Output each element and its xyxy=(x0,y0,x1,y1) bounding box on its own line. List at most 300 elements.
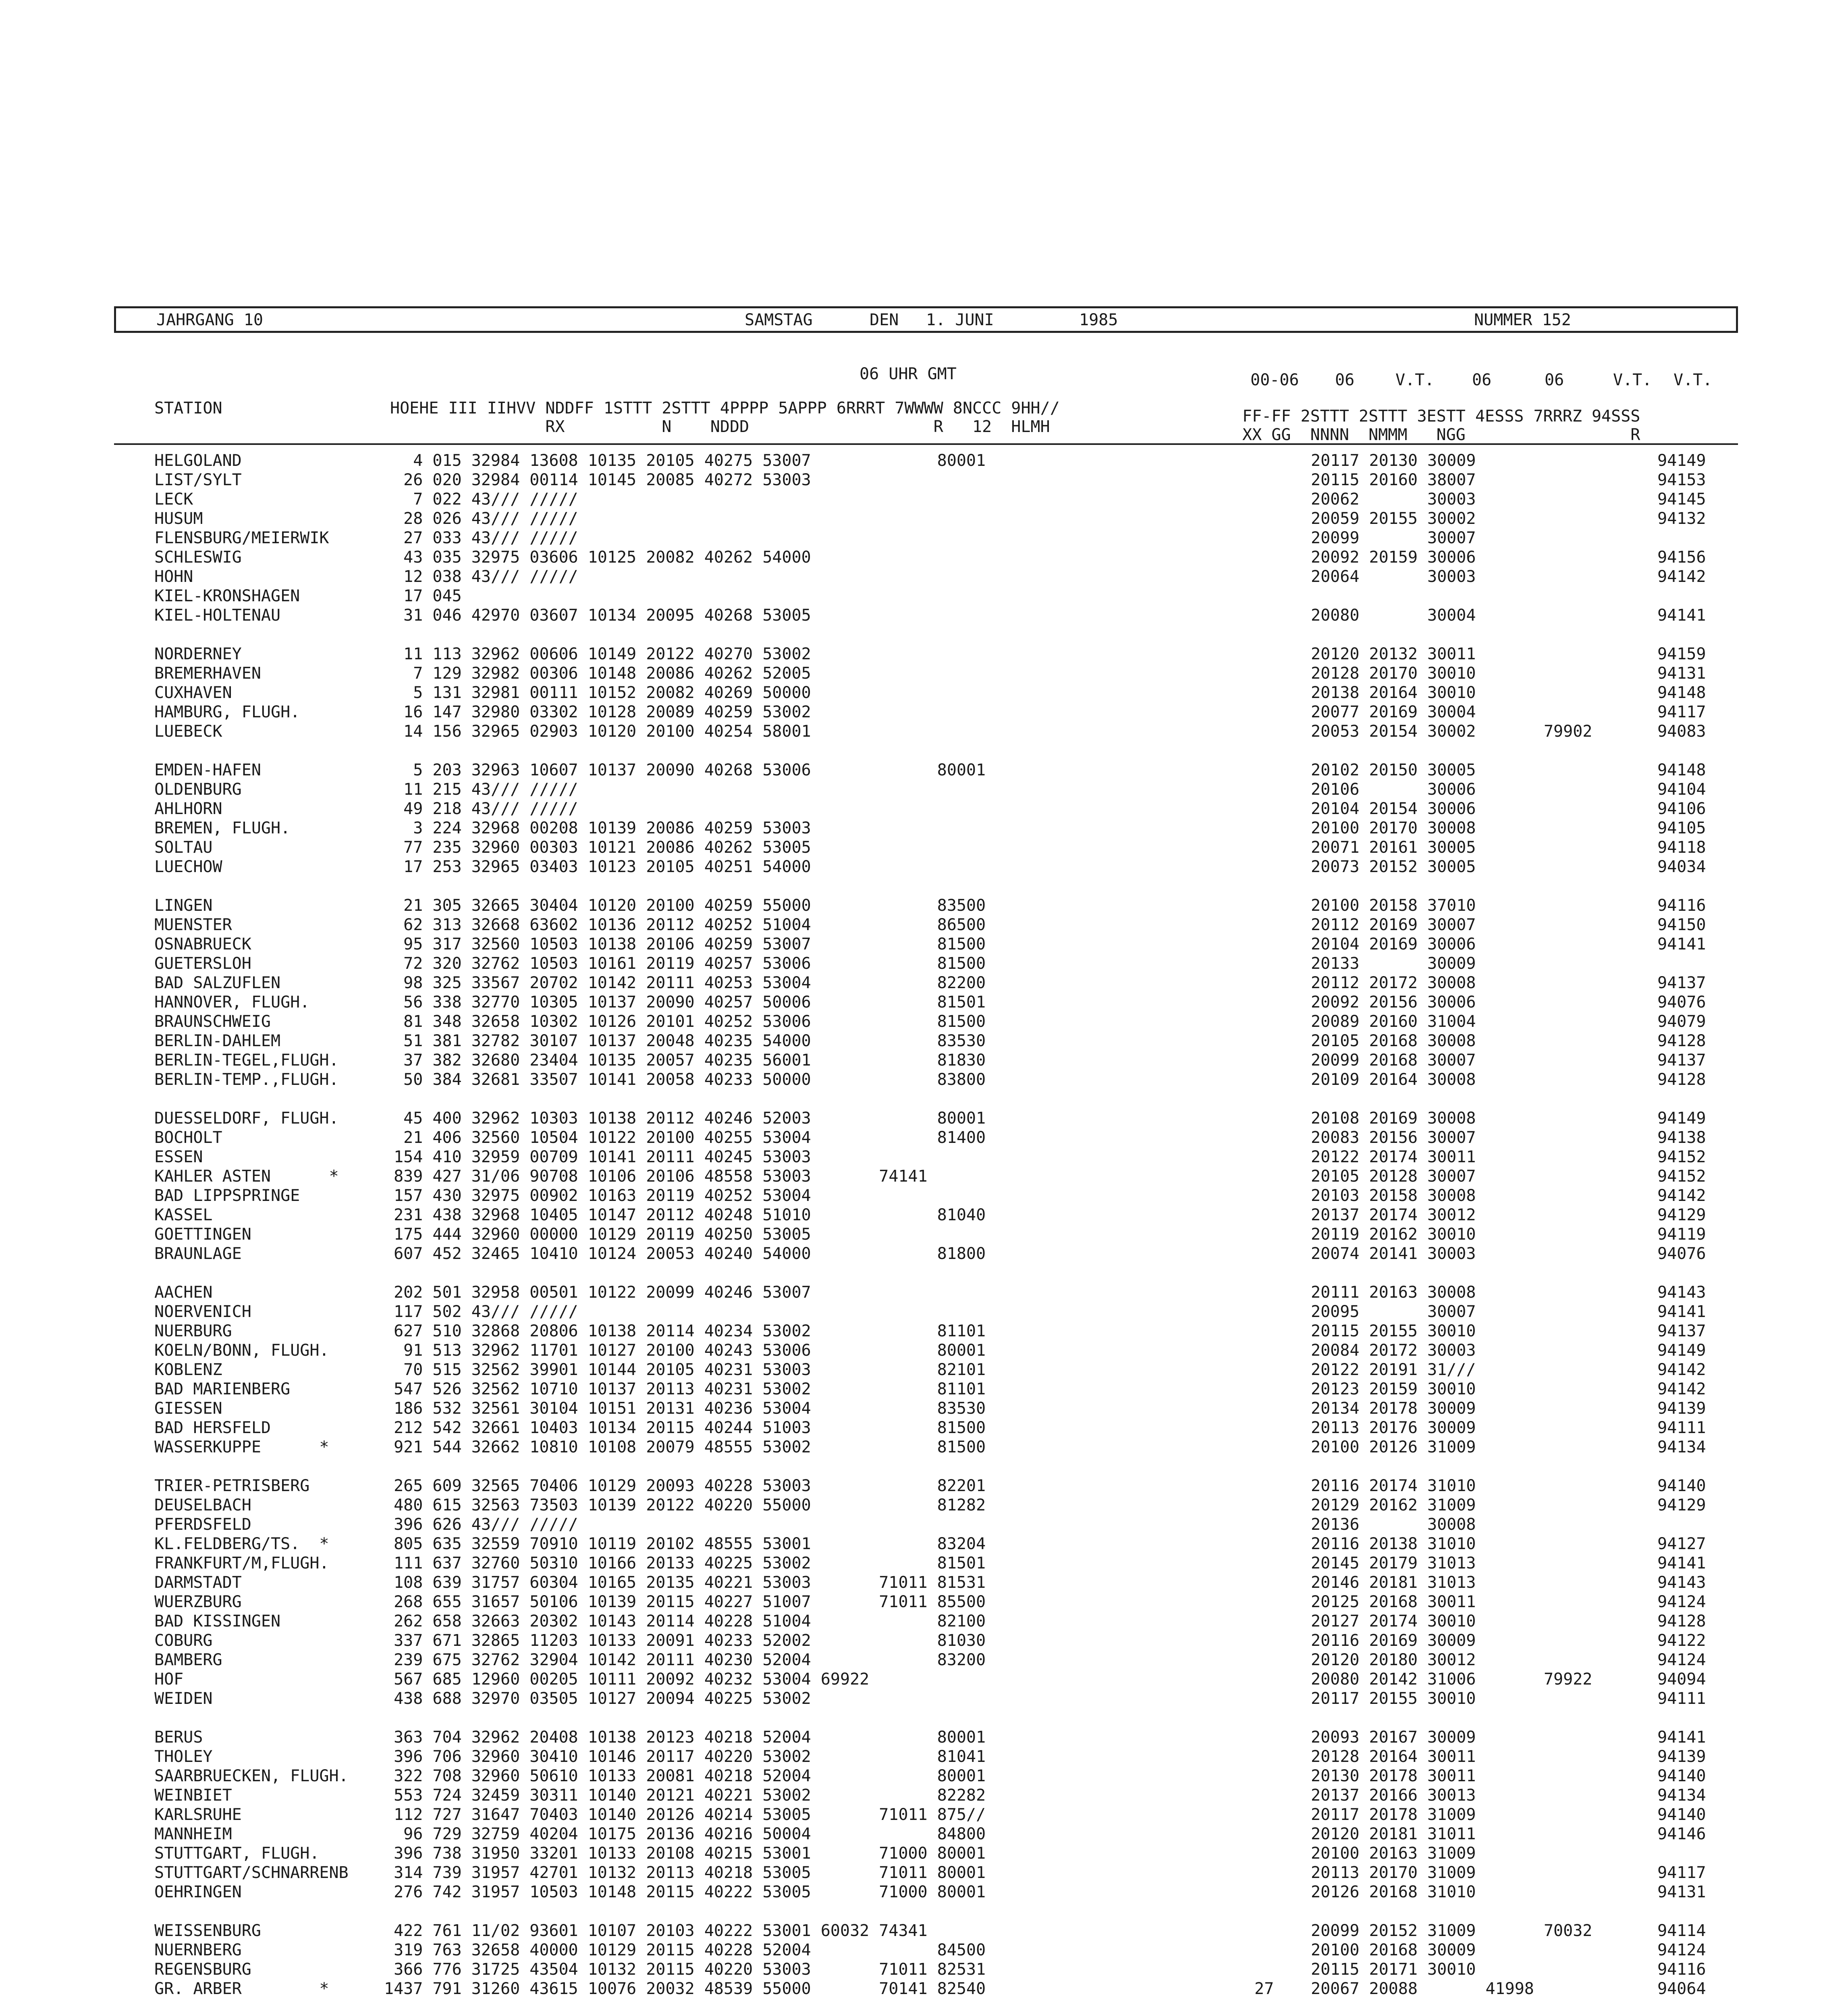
station-name: LUEBECK xyxy=(154,722,222,741)
right-observation: 20080 30004 xyxy=(1311,606,1476,625)
main-observation: 95 317 32560 10503 10138 20106 40259 53007 81500 xyxy=(384,935,986,953)
main-observation: 56 338 32770 10305 10137 20090 40257 50006 81501 xyxy=(384,993,986,1012)
synop-code: 94131 xyxy=(1657,664,1706,683)
main-observation: 98 325 33567 20702 10142 20111 40253 53004 82200 xyxy=(384,974,986,992)
synop-code: 94141 xyxy=(1657,1302,1706,1321)
station-name: SAARBRUECKEN, FLUGH. xyxy=(154,1767,349,1785)
right-observation: 20115 20171 30010 xyxy=(1311,1960,1476,1979)
main-observation: 21 305 32665 30404 10120 20100 40259 55000 83500 xyxy=(384,896,986,915)
weekday-label: SAMSTAG xyxy=(745,311,813,329)
station-name: TRIER-PETRISBERG xyxy=(154,1477,310,1495)
station-name: BREMERHAVEN xyxy=(154,664,261,683)
main-observation: 422 761 11/02 93601 10107 20103 40222 53001 60032 74341 xyxy=(384,1922,928,1940)
main-observation: 28 026 43/// ///// xyxy=(384,509,578,528)
station-name: KARLSRUHE xyxy=(154,1805,242,1824)
right-observation: 20104 20169 30006 xyxy=(1311,935,1476,953)
synop-code: 94159 xyxy=(1657,645,1706,663)
right-observation: 20093 20167 30009 xyxy=(1311,1728,1476,1747)
right-observation: 20128 20170 30010 xyxy=(1311,664,1476,683)
synop-code: 94124 xyxy=(1657,1593,1706,1611)
station-name: BAD SALZUFLEN xyxy=(154,974,281,992)
main-observation: 239 675 32762 32904 10142 20111 40230 52004 83200 xyxy=(384,1651,986,1669)
station-name: OLDENBURG xyxy=(154,780,242,799)
right-observation: 20077 20169 30004 xyxy=(1311,703,1476,721)
synop-code: 94142 xyxy=(1657,567,1706,586)
station-name: LUECHOW xyxy=(154,858,222,876)
synop-code: 94128 xyxy=(1657,1612,1706,1631)
main-observation: 186 532 32561 30104 10151 20131 40236 53004 83530 xyxy=(384,1399,986,1418)
main-observation: 50 384 32681 33507 10141 20058 40233 50000 83800 xyxy=(384,1070,986,1089)
right-observation: 20053 20154 30002 79902 xyxy=(1311,722,1593,741)
main-observation: 12 038 43/// ///// xyxy=(384,567,578,586)
main-observation: 212 542 32661 10403 10134 20115 40244 51003 81500 xyxy=(384,1419,986,1437)
right-observation: 20104 20154 30006 xyxy=(1311,800,1476,818)
main-observation: 11 215 43/// ///// xyxy=(384,780,578,799)
station-name: CUXHAVEN xyxy=(154,683,232,702)
synop-code: 94152 xyxy=(1657,1148,1706,1166)
den-label: DEN xyxy=(870,311,899,329)
synop-code: 94134 xyxy=(1657,1438,1706,1456)
right-observation: 20100 20168 30009 xyxy=(1311,1941,1476,1959)
right-observation: 20113 20170 31009 xyxy=(1311,1863,1476,1882)
right-observation: 20138 20164 30010 xyxy=(1311,683,1476,702)
synop-code: 94129 xyxy=(1657,1496,1706,1514)
station-name: BERUS xyxy=(154,1728,203,1747)
synop-code: 94141 xyxy=(1657,935,1706,953)
station-name: NOERVENICH xyxy=(154,1302,251,1321)
station-name: WEINBIET xyxy=(154,1786,232,1805)
synop-code: 94139 xyxy=(1657,1399,1706,1418)
station-name: THOLEY xyxy=(154,1747,213,1766)
right-observation: 20116 20174 31010 xyxy=(1311,1477,1476,1495)
main-observation: 553 724 32459 30311 10140 20121 40221 53002 82282 xyxy=(384,1786,986,1805)
right-observation: 20062 30003 xyxy=(1311,490,1476,509)
synop-code: 94034 xyxy=(1657,858,1706,876)
station-name: KL.FELDBERG/TS. * xyxy=(154,1535,329,1553)
station-name: BAD MARIENBERG xyxy=(154,1380,291,1398)
station-name: KOBLENZ xyxy=(154,1361,222,1379)
station-name: LINGEN xyxy=(154,896,213,915)
station-name: WUERZBURG xyxy=(154,1593,242,1611)
right-codes-line-1: FF-FF 2STTT 2STTT 3ESTT 4ESSS 7RRRZ 94SSS xyxy=(1242,407,1640,426)
right-observation: 20146 20181 31013 xyxy=(1311,1573,1476,1592)
main-observation: 3 224 32968 00208 10139 20086 40259 53003 xyxy=(384,819,811,837)
time-left-heading: 06 UHR GMT xyxy=(860,365,957,383)
synop-code: 94145 xyxy=(1657,490,1706,509)
station-name: NORDERNEY xyxy=(154,645,242,663)
right-observation: 20116 20169 30009 xyxy=(1311,1631,1476,1650)
main-observation: 157 430 32975 00902 10163 20119 40252 53004 xyxy=(384,1186,811,1205)
right-observation: 20134 20178 30009 xyxy=(1311,1399,1476,1418)
right-observation: 20109 20164 30008 xyxy=(1311,1070,1476,1089)
station-name: HOHN xyxy=(154,567,193,586)
synop-code: 94141 xyxy=(1657,1554,1706,1573)
right-observation: 20071 20161 30005 xyxy=(1311,838,1476,857)
main-observation: 265 609 32565 70406 10129 20093 40228 53003 82201 xyxy=(384,1477,986,1495)
right-observation: 20084 20172 30003 xyxy=(1311,1341,1476,1360)
main-observation: 17 045 xyxy=(384,587,462,605)
main-observation: 16 147 32980 03302 10128 20089 40259 53002 xyxy=(384,703,811,721)
time-right-heading-3: V.T. xyxy=(1395,371,1435,389)
station-name: BERLIN-TEGEL,FLUGH. xyxy=(154,1051,339,1070)
right-observation: 20125 20168 30011 xyxy=(1311,1593,1476,1611)
main-observation: 77 235 32960 00303 10121 20086 40262 53005 xyxy=(384,838,811,857)
main-observation: 839 427 31/06 90708 10106 20106 48558 53003 74141 xyxy=(384,1167,928,1186)
main-observation: 231 438 32968 10405 10147 20112 40248 51010 81040 xyxy=(384,1206,986,1224)
synop-code: 94111 xyxy=(1657,1419,1706,1437)
right-observation: 20117 20178 31009 xyxy=(1311,1805,1476,1824)
date-label: 1. JUNI xyxy=(926,311,994,329)
main-observation: 70 515 32562 39901 10144 20105 40231 53003 82101 xyxy=(384,1361,986,1379)
station-name: HANNOVER, FLUGH. xyxy=(154,993,310,1012)
station-name: NUERNBERG xyxy=(154,1941,242,1959)
right-observation: 20105 20168 30008 xyxy=(1311,1032,1476,1050)
right-observation: 20113 20176 30009 xyxy=(1311,1419,1476,1437)
right-observation: 20106 30006 xyxy=(1311,780,1476,799)
station-name: GUETERSLOH xyxy=(154,954,251,973)
station-name: KIEL-HOLTENAU xyxy=(154,606,281,625)
station-name: BAD KISSINGEN xyxy=(154,1612,281,1631)
station-name: HUSUM xyxy=(154,509,203,528)
main-observation: 262 658 32663 20302 10143 20114 40228 51004 82100 xyxy=(384,1612,986,1631)
synop-code: 94119 xyxy=(1657,1225,1706,1244)
main-observation: 7 129 32982 00306 10148 20086 40262 52005 xyxy=(384,664,811,683)
synop-code: 94122 xyxy=(1657,1631,1706,1650)
synop-code: 94094 xyxy=(1657,1670,1706,1689)
time-right-heading-5: 06 xyxy=(1545,371,1564,389)
main-observation: 31 046 42970 03607 10134 20095 40268 53005 xyxy=(384,606,811,625)
right-observation: 20105 20128 30007 xyxy=(1311,1167,1476,1186)
synop-code: 94116 xyxy=(1657,1960,1706,1979)
synop-code: 94148 xyxy=(1657,683,1706,702)
station-name: BAMBERG xyxy=(154,1651,222,1669)
station-name: OSNABRUECK xyxy=(154,935,251,953)
synop-code: 94137 xyxy=(1657,1051,1706,1070)
synop-code: 94141 xyxy=(1657,1728,1706,1747)
right-observation: 20120 20180 30012 xyxy=(1311,1651,1476,1669)
synop-code: 94117 xyxy=(1657,1863,1706,1882)
synop-code: 94076 xyxy=(1657,1244,1706,1263)
synop-code: 94111 xyxy=(1657,1689,1706,1708)
synop-code: 94149 xyxy=(1657,451,1706,470)
synop-code: 94117 xyxy=(1657,703,1706,721)
time-right-heading-2: 06 xyxy=(1335,371,1355,389)
main-observation: 49 218 43/// ///// xyxy=(384,800,578,818)
main-observation: 805 635 32559 70910 10119 20102 48555 53001 83204 xyxy=(384,1535,986,1553)
right-observation: 20145 20179 31013 xyxy=(1311,1554,1476,1573)
synop-code: 94149 xyxy=(1657,1109,1706,1128)
right-observation: 20117 20155 30010 xyxy=(1311,1689,1476,1708)
station-name: MANNHEIM xyxy=(154,1825,232,1843)
station-name: EMDEN-HAFEN xyxy=(154,761,261,779)
right-observation: 20092 20159 30006 xyxy=(1311,548,1476,567)
right-observation: 20095 30007 xyxy=(1311,1302,1476,1321)
report-header-bar xyxy=(114,306,1738,333)
right-observation: 20067 20088 41998 xyxy=(1311,1980,1534,1998)
main-observation: 37 382 32680 23404 10135 20057 40235 56001 81830 xyxy=(384,1051,986,1070)
station-name: GOETTINGEN xyxy=(154,1225,251,1244)
station-name: AHLHORN xyxy=(154,800,222,818)
right-observation: 20083 20156 30007 xyxy=(1311,1128,1476,1147)
jahrgang-label: JAHRGANG 10 xyxy=(156,311,263,329)
right-observation: 20100 20170 30008 xyxy=(1311,819,1476,837)
synop-code: 94139 xyxy=(1657,1747,1706,1766)
right-observation: 20099 20168 30007 xyxy=(1311,1051,1476,1070)
right-observation: 20130 20178 30011 xyxy=(1311,1767,1476,1785)
station-name: GR. ARBER * xyxy=(154,1980,329,1998)
right-codes-line-2: XX GG NNNN NMMM NGG R xyxy=(1242,426,1640,444)
synop-code: 94079 xyxy=(1657,1012,1706,1031)
right-observation: 20123 20159 30010 xyxy=(1311,1380,1476,1398)
right-observation: 20099 20152 31009 70032 xyxy=(1311,1922,1593,1940)
station-name: PFERDSFELD xyxy=(154,1515,251,1534)
main-observation: 438 688 32970 03505 10127 20094 40225 53002 xyxy=(384,1689,811,1708)
synop-code: 94142 xyxy=(1657,1380,1706,1398)
right-observation: 20126 20168 31010 xyxy=(1311,1883,1476,1901)
synop-code: 94138 xyxy=(1657,1128,1706,1147)
column-codes-line-2: RX N NDDD R 12 HLMH xyxy=(390,418,1050,436)
right-observation: 20103 20158 30008 xyxy=(1311,1186,1476,1205)
station-name: FRANKFURT/M,FLUGH. xyxy=(154,1554,329,1573)
station-name: COBURG xyxy=(154,1631,213,1650)
station-name: STUTTGART, FLUGH. xyxy=(154,1844,320,1863)
right-observation: 20059 20155 30002 xyxy=(1311,509,1476,528)
station-name: SCHLESWIG xyxy=(154,548,242,567)
synop-code: 94132 xyxy=(1657,509,1706,528)
right-observation: 20115 20155 30010 xyxy=(1311,1322,1476,1340)
right-observation: 20117 20130 30009 xyxy=(1311,451,1476,470)
station-name: BREMEN, FLUGH. xyxy=(154,819,291,837)
main-observation: 111 637 32760 50310 10166 20133 40225 53002 81501 xyxy=(384,1554,986,1573)
synop-code: 94105 xyxy=(1657,819,1706,837)
station-name: BERLIN-TEMP.,FLUGH. xyxy=(154,1070,339,1089)
synop-code: 94141 xyxy=(1657,606,1706,625)
synop-code: 94128 xyxy=(1657,1070,1706,1089)
time-right-heading-7: V.T. xyxy=(1674,371,1713,389)
right-observation: 20102 20150 30005 xyxy=(1311,761,1476,779)
main-observation: 396 626 43/// ///// xyxy=(384,1515,578,1534)
station-name: AACHEN xyxy=(154,1283,213,1302)
station-name: OEHRINGEN xyxy=(154,1883,242,1901)
weather-report-sheet xyxy=(114,0,1738,2015)
right-observation: 20119 20162 30010 xyxy=(1311,1225,1476,1244)
main-observation: 268 655 31657 50106 10139 20115 40227 51007 71011 85500 xyxy=(384,1593,986,1611)
synop-code: 94143 xyxy=(1657,1573,1706,1592)
synop-code: 94104 xyxy=(1657,780,1706,799)
main-observation: 337 671 32865 11203 10133 20091 40233 52002 81030 xyxy=(384,1631,986,1650)
right-prefix: 27 xyxy=(1254,1980,1274,1998)
right-observation: 20080 20142 31006 79922 xyxy=(1311,1670,1593,1689)
synop-code: 94118 xyxy=(1657,838,1706,857)
station-name: HAMBURG, FLUGH. xyxy=(154,703,300,721)
station-name: HOF xyxy=(154,1670,184,1689)
main-observation: 72 320 32762 10503 10161 20119 40257 53006 81500 xyxy=(384,954,986,973)
right-observation: 20100 20158 37010 xyxy=(1311,896,1476,915)
synop-code: 94106 xyxy=(1657,800,1706,818)
synop-code: 94140 xyxy=(1657,1477,1706,1495)
synop-code: 94124 xyxy=(1657,1941,1706,1959)
station-name: HELGOLAND xyxy=(154,451,242,470)
station-name: NUERBURG xyxy=(154,1322,232,1340)
main-observation: 366 776 31725 43504 10132 20115 40220 53003 71011 82531 xyxy=(384,1960,986,1979)
right-observation: 20108 20169 30008 xyxy=(1311,1109,1476,1128)
station-name: BOCHOLT xyxy=(154,1128,222,1147)
main-observation: 202 501 32958 00501 10122 20099 40246 53007 xyxy=(384,1283,811,1302)
main-observation: 1437 791 31260 43615 10076 20032 48539 55000 70141 82540 xyxy=(384,1980,986,1998)
right-observation: 20092 20156 30006 xyxy=(1311,993,1476,1012)
synop-code: 94114 xyxy=(1657,1922,1706,1940)
station-name: BERLIN-DAHLEM xyxy=(154,1032,281,1050)
main-observation: 5 203 32963 10607 10137 20090 40268 53006 80001 xyxy=(384,761,986,779)
main-observation: 14 156 32965 02903 10120 20100 40254 58001 xyxy=(384,722,811,741)
synop-code: 94137 xyxy=(1657,1322,1706,1340)
right-observation: 20122 20191 31/// xyxy=(1311,1361,1476,1379)
main-observation: 314 739 31957 42701 10132 20113 40218 53005 71011 80001 xyxy=(384,1863,986,1882)
right-observation: 20112 20169 30007 xyxy=(1311,916,1476,934)
right-observation: 20136 30008 xyxy=(1311,1515,1476,1534)
right-observation: 20120 20132 30011 xyxy=(1311,645,1476,663)
right-observation: 20122 20174 30011 xyxy=(1311,1148,1476,1166)
main-observation: 7 022 43/// ///// xyxy=(384,490,578,509)
right-observation: 20073 20152 30005 xyxy=(1311,858,1476,876)
main-observation: 480 615 32563 73503 10139 20122 40220 55000 81282 xyxy=(384,1496,986,1514)
main-observation: 567 685 12960 00205 10111 20092 40232 53004 69922 xyxy=(384,1670,870,1689)
year-label: 1985 xyxy=(1079,311,1118,329)
right-observation: 20120 20181 31011 xyxy=(1311,1825,1476,1843)
station-name: KASSEL xyxy=(154,1206,213,1224)
station-name: DARMSTADT xyxy=(154,1573,242,1592)
station-name: FLENSBURG/MEIERWIK xyxy=(154,529,329,547)
time-right-heading-4: 06 xyxy=(1472,371,1492,389)
station-name: BRAUNSCHWEIG xyxy=(154,1012,271,1031)
synop-code: 94129 xyxy=(1657,1206,1706,1224)
synop-code: 94152 xyxy=(1657,1167,1706,1186)
synop-code: 94134 xyxy=(1657,1786,1706,1805)
time-right-heading-6: V.T. xyxy=(1613,371,1652,389)
synop-code: 94146 xyxy=(1657,1825,1706,1843)
main-observation: 96 729 32759 40204 10175 20136 40216 50004 84800 xyxy=(384,1825,986,1843)
main-observation: 26 020 32984 00114 10145 20085 40272 53003 xyxy=(384,471,811,489)
station-name: WASSERKUPPE * xyxy=(154,1438,329,1456)
synop-code: 94148 xyxy=(1657,761,1706,779)
synop-code: 94116 xyxy=(1657,896,1706,915)
synop-code: 94127 xyxy=(1657,1535,1706,1553)
station-name: ESSEN xyxy=(154,1148,203,1166)
station-name: KAHLER ASTEN * xyxy=(154,1167,339,1186)
main-observation: 108 639 31757 60304 10165 20135 40221 53003 71011 81531 xyxy=(384,1573,986,1592)
main-observation: 11 113 32962 00606 10149 20122 40270 53002 xyxy=(384,645,811,663)
synop-code: 94137 xyxy=(1657,974,1706,992)
synop-code: 94083 xyxy=(1657,722,1706,741)
main-observation: 276 742 31957 10503 10148 20115 40222 53005 71000 80001 xyxy=(384,1883,986,1901)
station-name: WEISSENBURG xyxy=(154,1922,261,1940)
synop-code: 94142 xyxy=(1657,1186,1706,1205)
right-observation: 20129 20162 31009 xyxy=(1311,1496,1476,1514)
right-observation: 20133 30009 xyxy=(1311,954,1476,973)
right-observation: 20137 20166 30013 xyxy=(1311,1786,1476,1805)
right-observation: 20111 20163 30008 xyxy=(1311,1283,1476,1302)
main-observation: 5 131 32981 00111 10152 20082 40269 50000 xyxy=(384,683,811,702)
main-observation: 81 348 32658 10302 10126 20101 40252 53006 81500 xyxy=(384,1012,986,1031)
main-observation: 396 738 31950 33201 10133 20108 40215 53001 71000 80001 xyxy=(384,1844,986,1863)
time-right-heading-1: 00-06 xyxy=(1250,371,1299,389)
main-observation: 17 253 32965 03403 10123 20105 40251 54000 xyxy=(384,858,811,876)
column-codes-line-1: HOEHE III IIHVV NDDFF 1STTT 2STTT 4PPPP 5APPP 6RRRT 7WWWW 8NCCC 9HH// xyxy=(390,399,1060,418)
synop-code: 94150 xyxy=(1657,916,1706,934)
header-rule xyxy=(114,443,1738,445)
station-heading: STATION xyxy=(154,399,222,418)
station-name: KOELN/BONN, FLUGH. xyxy=(154,1341,329,1360)
synop-code: 94149 xyxy=(1657,1341,1706,1360)
synop-code: 94131 xyxy=(1657,1883,1706,1901)
issue-number: NUMMER 152 xyxy=(1474,311,1571,329)
synop-code: 94064 xyxy=(1657,1980,1706,1998)
station-name: REGENSBURG xyxy=(154,1960,251,1979)
right-observation: 20127 20174 30010 xyxy=(1311,1612,1476,1631)
right-observation: 20115 20160 38007 xyxy=(1311,471,1476,489)
synop-code: 94143 xyxy=(1657,1283,1706,1302)
right-observation: 20116 20138 31010 xyxy=(1311,1535,1476,1553)
right-observation: 20112 20172 30008 xyxy=(1311,974,1476,992)
station-name: STUTTGART/SCHNARRENB xyxy=(154,1863,349,1882)
main-observation: 175 444 32960 00000 10129 20119 40250 53005 xyxy=(384,1225,811,1244)
station-name: DUESSELDORF, FLUGH. xyxy=(154,1109,339,1128)
station-name: LIST/SYLT xyxy=(154,471,242,489)
synop-code: 94153 xyxy=(1657,471,1706,489)
station-name: GIESSEN xyxy=(154,1399,222,1418)
main-observation: 62 313 32668 63602 10136 20112 40252 51004 86500 xyxy=(384,916,986,934)
right-observation: 20100 20163 31009 xyxy=(1311,1844,1476,1863)
main-observation: 921 544 32662 10810 10108 20079 48555 53002 81500 xyxy=(384,1438,986,1456)
synop-code: 94142 xyxy=(1657,1361,1706,1379)
main-observation: 154 410 32959 00709 10141 20111 40245 53003 xyxy=(384,1148,811,1166)
station-name: BAD LIPPSPRINGE xyxy=(154,1186,300,1205)
main-observation: 322 708 32960 50610 10133 20081 40218 52004 80001 xyxy=(384,1767,986,1785)
right-observation: 20089 20160 31004 xyxy=(1311,1012,1476,1031)
right-observation: 20074 20141 30003 xyxy=(1311,1244,1476,1263)
station-name: SOLTAU xyxy=(154,838,213,857)
main-observation: 27 033 43/// ///// xyxy=(384,529,578,547)
main-observation: 91 513 32962 11701 10127 20100 40243 53006 80001 xyxy=(384,1341,986,1360)
right-observation: 20064 30003 xyxy=(1311,567,1476,586)
main-observation: 4 015 32984 13608 10135 20105 40275 53007 80001 xyxy=(384,451,986,470)
main-observation: 396 706 32960 30410 10146 20117 40220 53002 81041 xyxy=(384,1747,986,1766)
station-name: MUENSTER xyxy=(154,916,232,934)
right-observation: 20099 30007 xyxy=(1311,529,1476,547)
synop-code: 94076 xyxy=(1657,993,1706,1012)
synop-code: 94124 xyxy=(1657,1651,1706,1669)
synop-code: 94128 xyxy=(1657,1032,1706,1050)
main-observation: 363 704 32962 20408 10138 20123 40218 52004 80001 xyxy=(384,1728,986,1747)
station-name: WEIDEN xyxy=(154,1689,213,1708)
right-observation: 20128 20164 30011 xyxy=(1311,1747,1476,1766)
main-observation: 112 727 31647 70403 10140 20126 40214 53005 71011 875// xyxy=(384,1805,986,1824)
main-observation: 45 400 32962 10303 10138 20112 40246 52003 80001 xyxy=(384,1109,986,1128)
main-observation: 21 406 32560 10504 10122 20100 40255 53004 81400 xyxy=(384,1128,986,1147)
station-name: BRAUNLAGE xyxy=(154,1244,242,1263)
synop-code: 94140 xyxy=(1657,1767,1706,1785)
station-name: BAD HERSFELD xyxy=(154,1419,271,1437)
main-observation: 43 035 32975 03606 10125 20082 40262 54000 xyxy=(384,548,811,567)
right-observation: 20100 20126 31009 xyxy=(1311,1438,1476,1456)
station-name: LECK xyxy=(154,490,193,509)
main-observation: 51 381 32782 30107 10137 20048 40235 54000 83530 xyxy=(384,1032,986,1050)
synop-code: 94140 xyxy=(1657,1805,1706,1824)
main-observation: 607 452 32465 10410 10124 20053 40240 54000 81800 xyxy=(384,1244,986,1263)
main-observation: 627 510 32868 20806 10138 20114 40234 53002 81101 xyxy=(384,1322,986,1340)
station-name: KIEL-KRONSHAGEN xyxy=(154,587,300,605)
main-observation: 117 502 43/// ///// xyxy=(384,1302,578,1321)
